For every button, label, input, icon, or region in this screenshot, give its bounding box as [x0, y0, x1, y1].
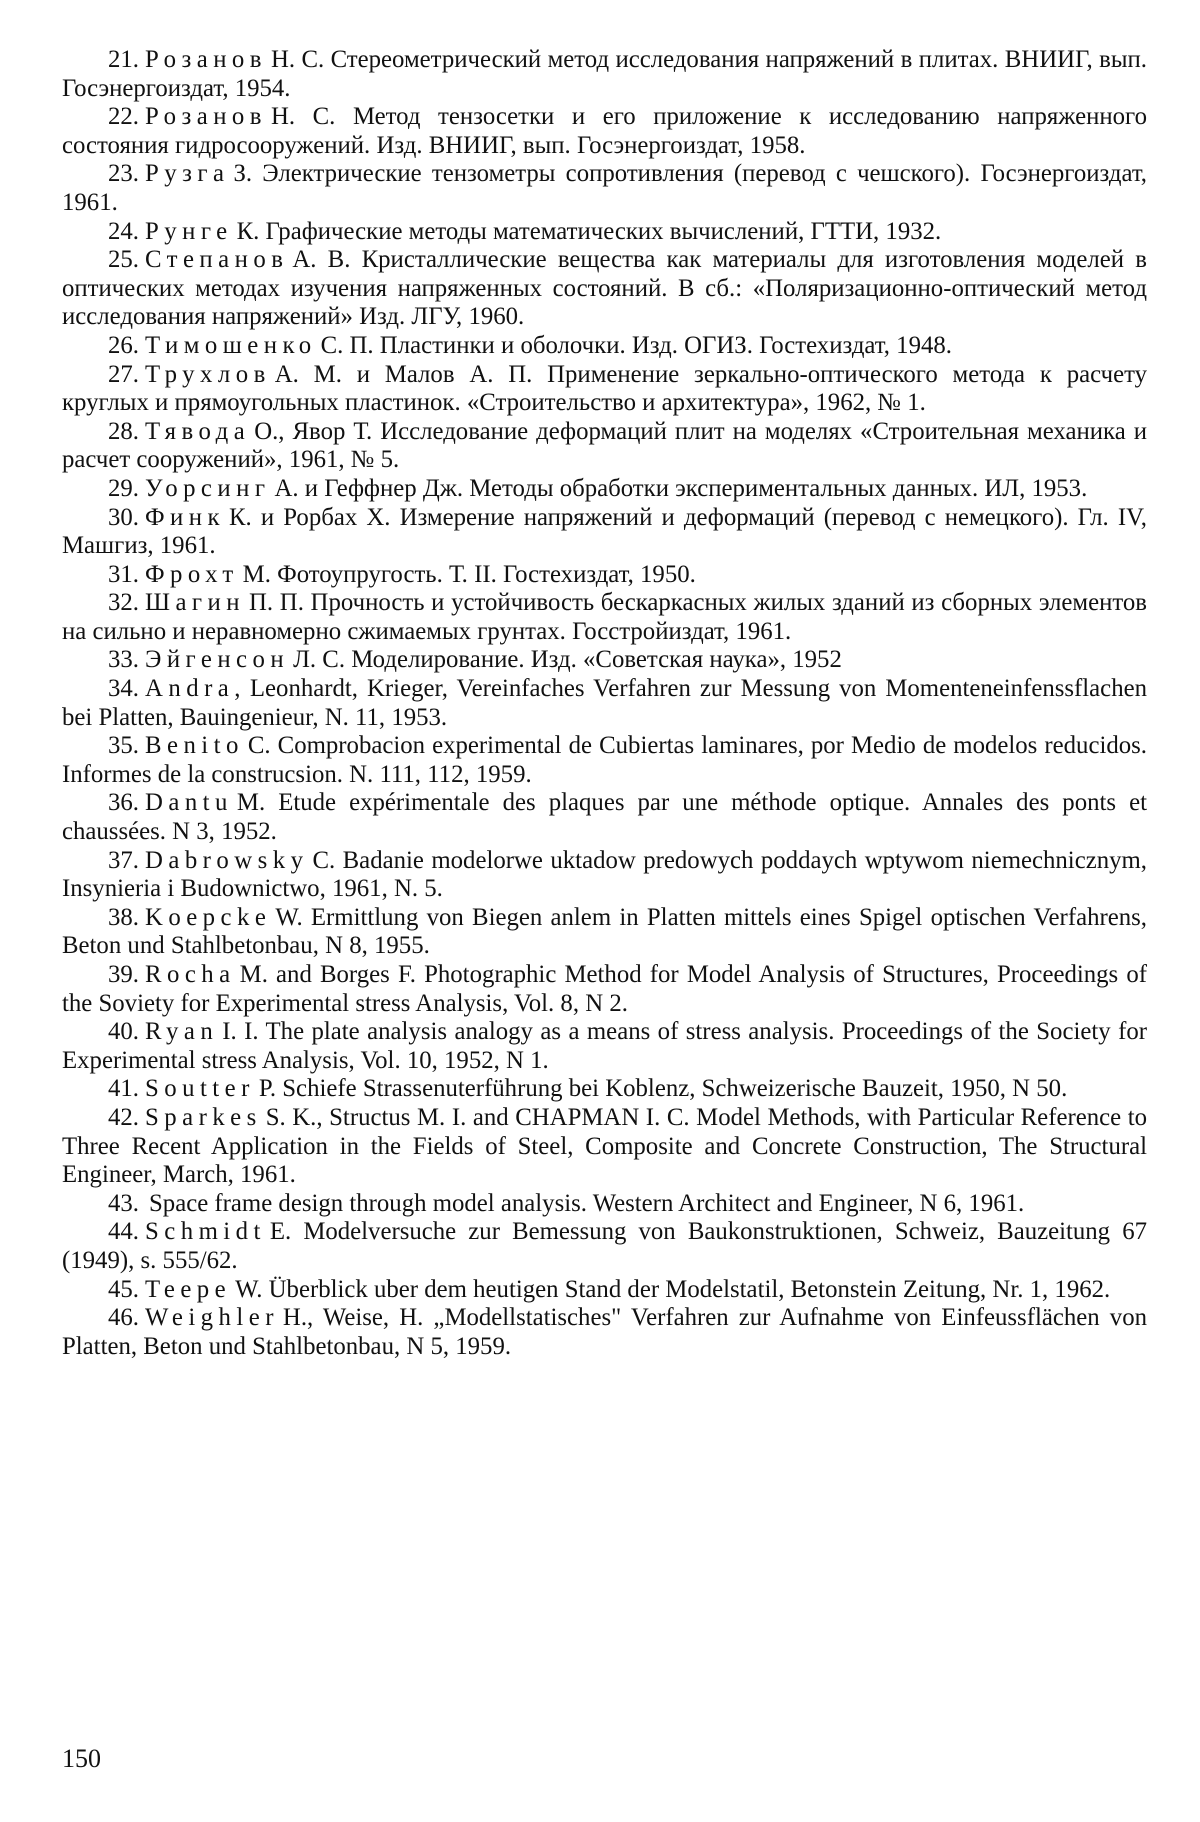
reference-author: Розанов [145, 103, 267, 131]
reference-item [62, 418, 1147, 475]
reference-item [62, 646, 1147, 675]
reference-text: А. В. Кристаллические вещества как материалы для изготовления моделей в оптических методах изучения напряженных состояний. В сб.: «Поляризационно-оптический метод исследования напряжений» Изд. ЛГУ, 1960. [62, 246, 1147, 331]
reference-text: M. and Borges F. Photographic Method for Model Analysis of Structures, Proceedings of the Soviety for Experimental stress Analysis, Vol. 8, N 2. [62, 961, 1147, 1017]
reference-item [62, 732, 1147, 789]
reference-item [62, 160, 1147, 217]
reference-text: Л. С. Моделирование. Изд. «Советская наука», 1952 [293, 646, 842, 674]
reference-author: Dabrowsky [145, 846, 309, 874]
reference-number: 26. [108, 331, 139, 359]
reference-item [62, 847, 1147, 904]
reference-number: 39. [108, 961, 139, 988]
reference-author: Трухлов [145, 360, 271, 388]
reference-text: О., Явор Т. Исследование деформаций плит на моделях «Строительная механика и расчет сооружений», 1961, № 5. [62, 417, 1147, 474]
reference-item [62, 589, 1147, 646]
reference-author: Шагин [145, 589, 246, 617]
reference-item [62, 103, 1147, 160]
reference-item [62, 675, 1147, 732]
reference-author: Teepe [145, 1275, 232, 1303]
reference-author: Koepcke [145, 903, 272, 931]
reference-number: 25. [108, 246, 139, 274]
reference-item [62, 246, 1147, 332]
reference-text: Н. С. Стереометрический метод исследования напряжений в плитах. ВНИИГ, вып. Госэнергоиздат, 1954. [62, 46, 1147, 102]
reference-item [62, 1018, 1147, 1075]
reference-text: I. I. The plate analysis analogy as a means of stress analysis. Proceedings of the Society for Experimental stress Analysis, Vol. 10, 1952, N 1. [62, 1018, 1147, 1074]
reference-item [62, 961, 1147, 1018]
reference-item [62, 475, 1147, 504]
reference-number: 23. [108, 160, 139, 188]
reference-text: З. Электрические тензометры сопротивления (перевод с чешского). Госэнергоиздат, 1961. [62, 160, 1147, 216]
reference-author: Ryan [145, 1018, 219, 1046]
reference-number: 43. [108, 1189, 139, 1217]
page-number: 150 [62, 1744, 101, 1773]
reference-author: Benito [145, 732, 244, 760]
reference-text: H., Weise, H. „Modellstatisches" Verfahren zur Aufnahme von Einfeussflächen von Platten, Beton und Stahlbetonbau, N 5, 1959. [62, 1304, 1147, 1360]
reference-author: Soutter [145, 1075, 255, 1103]
reference-author: Фрохт [145, 560, 239, 588]
reference-text: Space frame design through model analysis. Western Architect and Engineer, N 6, 1961. [149, 1189, 1025, 1217]
reference-number: 24. [108, 217, 139, 245]
reference-item [62, 789, 1147, 846]
reference-item [62, 46, 1147, 103]
reference-number: 27. [108, 360, 139, 388]
reference-author: Sparkes [145, 1103, 262, 1131]
reference-item [62, 1075, 1147, 1104]
reference-text: Leonhardt, Krieger, Vereinfaches Verfahren zur Messung von Momenteneinfenssflachen bei Platten, Bauingenieur, N. 11, 1953. [62, 675, 1147, 731]
reference-text: К. и Рорбах Х. Измерение напряжений и деформаций (перевод с немецкого). Гл. IV, Машгиз, 1961. [62, 503, 1147, 560]
reference-item [62, 561, 1147, 590]
reference-text: E. Modelversuche zur Bemessung von Baukonstruktionen, Schweiz, Bauzeitung 67 (1949), s. 555/62. [62, 1218, 1147, 1274]
reference-number: 29. [108, 474, 139, 502]
reference-text: S. K., Structus M. I. and CHAPMAN I. C. Model Methods, with Particular Reference to Three Recent Application in the Fields of Steel, Composite and Concrete Construction, The Structural Engineer, March, 1961. [62, 1103, 1147, 1189]
reference-author: Рунге [145, 217, 233, 245]
reference-text: C. Badanie modelorwe uktadow predowych poddaych wptywom niemechnicznym, Insynieria i Budownictwo, 1961, N. 5. [62, 846, 1147, 903]
reference-number: 35. [108, 732, 139, 760]
reference-author: Andra, [145, 675, 246, 703]
reference-number: 44. [108, 1218, 139, 1246]
reference-number: 40. [108, 1018, 139, 1046]
reference-item [62, 332, 1147, 361]
reference-number: 22. [108, 103, 139, 131]
reference-item [62, 218, 1147, 247]
reference-text: P. Schiefe Strassenuterführung bei Koblenz, Schweizerische Bauzeit, 1950, N 50. [258, 1075, 1068, 1103]
reference-author: Schmidt [145, 1218, 266, 1246]
reference-text: C. Comprobacion experimental de Cubiertas laminares, por Medio de modelos reducidos. Informes de la construcsion. N. 111, 112, 1959. [62, 732, 1147, 788]
reference-number: 33. [108, 646, 139, 674]
reference-author: Weighler [145, 1304, 279, 1332]
reference-number: 46. [108, 1304, 139, 1332]
reference-item [62, 361, 1147, 418]
reference-item [62, 1304, 1147, 1361]
reference-item [62, 1104, 1147, 1190]
reference-number: 36. [108, 789, 139, 817]
reference-list [62, 46, 1147, 1361]
reference-text: W. Überblick uber dem heutigen Stand der Modelstatil, Betonstein Zeitung, Nr. 1, 1962. [235, 1275, 1111, 1303]
reference-author: Финк [145, 503, 226, 531]
reference-number: 31. [108, 560, 139, 588]
reference-item [62, 1190, 1147, 1219]
reference-author: Рузга [145, 160, 230, 188]
reference-text: W. Ermittlung von Biegen anlem in Platten mittels eines Spigel optischen Verfahrens, Beton und Stahlbetonbau, N 8, 1955. [62, 903, 1147, 960]
reference-number: 28. [108, 417, 139, 445]
reference-text: Н. С. Метод тензосетки и его приложение к исследованию напряженного состояния гидросооружений. Изд. ВНИИГ, вып. Госэнергоиздат, 1958. [62, 103, 1147, 159]
reference-text: А. и Геффнер Дж. Методы обработки экспериментальных данных. ИЛ, 1953. [274, 474, 1088, 502]
reference-author: Тявода [145, 417, 251, 445]
reference-number: 37. [108, 846, 139, 874]
reference-author: Уорсинг [145, 474, 271, 502]
reference-number: 21. [108, 46, 139, 73]
reference-text: А. М. и Малов А. П. Применение зеркально-оптического метода к расчету круглых и прямоугольных пластинок. «Строительство и архитектура», 1962, № 1. [62, 360, 1147, 417]
reference-text: M. Etude expérimentale des plaques par une méthode optique. Annales des ponts et chaussées. N 3, 1952. [62, 789, 1147, 846]
reference-author: Тимошенко [145, 331, 317, 359]
reference-number: 32. [108, 589, 139, 617]
reference-author: Эйгенсон [145, 646, 290, 674]
reference-author: Rocha [145, 961, 236, 988]
reference-text: М. Фотоупругость. Т. II. Гостехиздат, 1950. [242, 560, 696, 588]
reference-number: 42. [108, 1103, 139, 1131]
reference-item [62, 1218, 1147, 1275]
reference-text: П. П. Прочность и устойчивость бескаркасных жилых зданий из сборных элементов на сильно и неравномерно сжимаемых грунтах. Госстройиздат, 1961. [62, 589, 1147, 645]
reference-number: 30. [108, 503, 139, 531]
bibliography-page [62, 46, 1147, 1786]
reference-text: С. П. Пластинки и оболочки. Изд. ОГИЗ. Гостехиздат, 1948. [320, 331, 952, 359]
reference-number: 41. [108, 1075, 139, 1103]
reference-number: 38. [108, 903, 139, 931]
reference-number: 45. [108, 1275, 139, 1303]
reference-item [62, 904, 1147, 961]
reference-author: Степанов [145, 246, 289, 274]
reference-text: К. Графические методы математических вычислений, ГТТИ, 1932. [236, 217, 942, 245]
reference-item [62, 504, 1147, 561]
reference-number: 34. [108, 675, 139, 703]
reference-author: Dantu [145, 789, 233, 817]
reference-author: Розанов [145, 46, 267, 73]
reference-item [62, 1276, 1147, 1305]
